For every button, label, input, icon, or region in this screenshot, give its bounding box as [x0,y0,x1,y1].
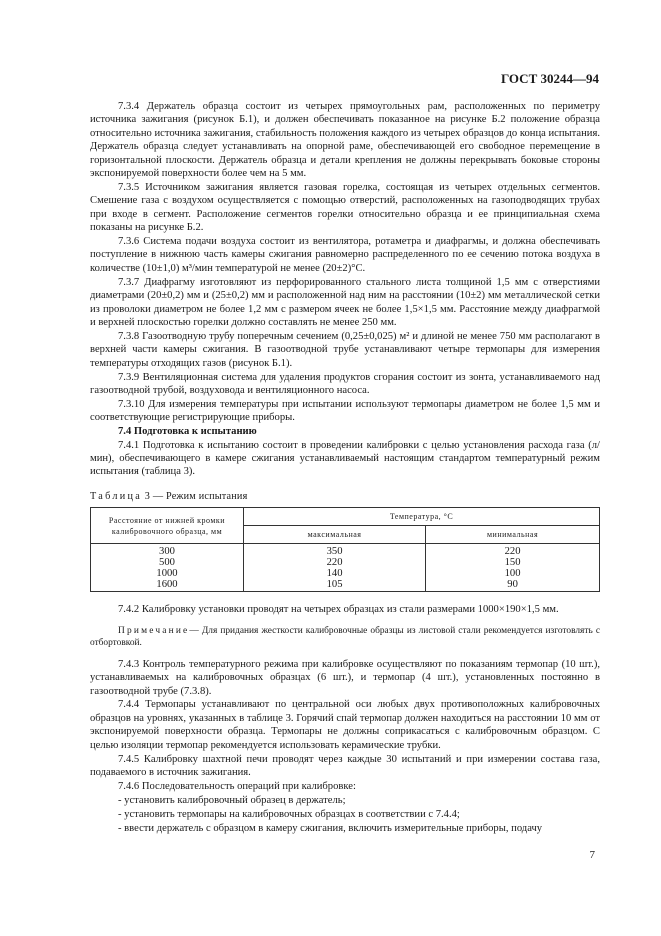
paragraph-7-4-3: 7.4.3 Контроль температурного режима при калибровке осуществляют по показаниям термопар (10 шт.), устанавливаемых на калибровочных образцах (6 шт.), и термопар (4 шт.), установленных постоянно в газоотводной трубе (7.3.8). [90,658,600,697]
table-cell: 100 [426,569,600,580]
table-header-max: максимальная [244,526,426,544]
table-caption-title: 3 — Режим испытания [144,490,248,502]
table-cell: 220 [244,558,426,569]
table-header-min: минимальная [426,526,600,544]
page-number: 7 [589,849,595,861]
body-text [90,100,600,835]
paragraph-7-4-1: 7.4.1 Подготовка к испытанию состоит в проведении калибровки с целью установления расхода газа (л/мин), обеспечивающего в камере сжигания устанавливаемый настоящим стандартом температурный режим испытания (таблица 3). [90,439,600,478]
table-cell: 1000 [91,569,244,580]
paragraph-7-3-6: 7.3.6 Система подачи воздуха состоит из вентилятора, ротаметра и диафрагмы, и должна обеспечивать поступление в нижнюю часть камеры сжигания равномерно распределенного по ее сечению потока воздуха в количестве (10±1,0) м³/мин температурой не менее (20±2)°С. [90,236,600,274]
paragraph-7-3-7: 7.3.7 Диафрагму изготовляют из перфорированного стального листа толщиной 1,5 мм с отверстиями диаметрами (20±0,2) мм и (25±0,2) мм и расположенной над ним на расстоянии (10±2) мм металлической сетки из проволоки диаметром не более 1,2 мм с размером ячеек не более 1,5×1,5 мм. Расстояние между диафрагмой и верхней плоскостью горелки должно составлять не менее 250 мм. [90,276,600,328]
table-row [91,544,600,558]
table-row [91,580,600,592]
table-cell: 350 [244,544,426,558]
paragraph-7-3-9: 7.3.9 Вентиляционная система для удаления продуктов сгорания состоит из зонта, устанавливаемого над газоотводной трубой, воздуховода и вентиляционного насоса. [90,371,600,397]
note-text: — Для придания жесткости калибровочные образцы из листовой стали рекомендуется изготовлять с отбортовкой. [90,625,600,649]
table-cell: 90 [426,580,600,592]
paragraph-7-3-4: 7.3.4 Держатель образца состоит из четырех прямоугольных рам, расположенных по периметру источника зажигания (рисунок Б.1), и должен обеспечивать показанное на рисунке Б.2 положение образца относительно источника зажигания, стабильность положения каждого из четырех образцов до конца испытания. Держатель образца следует устанавливать на опорной раме, обеспечивающей его свободное перемещение в горизонтальной плоскости. Держатель образца и детали крепления не должны перекрывать боковые стороны экспонируемой поверхности более чем на 5 мм. [90,101,600,180]
list-item: - ввести держатель с образцом в камеру сжигания, включить измерительные приборы, подачу [118,822,543,834]
list-item: - установить термопары на калибровочных образцах в соответствии с 7.4.4; [118,808,460,820]
list-item: - установить калибровочный образец в держатель; [118,794,346,806]
table-cell: 140 [244,569,426,580]
paragraph-7-4-4: 7.4.4 Термопары устанавливают по центральной оси любых двух противоположных калибровочных образцов на уровнях, указанных в таблице 3. Горячий спай термопар должен находиться на расстоянии 10 мм от экспонируемой поверхности образца. Термопары не должны соприкасаться с калибровочным образцом. С целью изоляции термопар рекомендуется использовать керамические трубки. [90,699,600,751]
note-label: Примечание [118,625,190,636]
note [90,625,600,650]
table-cell: 220 [426,544,600,558]
table-caption-word: Таблица [90,490,143,502]
section-heading: 7.4 Подготовка к испытанию [118,426,257,438]
table-cell: 500 [91,558,244,569]
table-cell: 300 [91,544,244,558]
table-header-temperature: Температура, °С [244,508,600,526]
paragraph-7-3-5: 7.3.5 Источником зажигания является газовая горелка, состоящая из четырех отдельных сегментов. Смешение газа с воздухом осуществляется с помощью отверстий, расположенных на газоподводящих трубах при входе в сегмент. Расположение сегментов горелки относительно образца и ее принципиальная схема показаны на рисунке Б.2. [90,181,600,234]
table-cell: 105 [244,580,426,592]
standard-header: ГОСТ 30244—94 [500,71,599,86]
table-header-distance: Расстояние от нижней кромки калибровочного образца, мм [91,508,244,544]
test-mode-table [90,507,600,592]
paragraph-7-4-6: 7.4.6 Последовательность операций при калибровке: [118,780,356,792]
table-caption [90,490,600,503]
paragraph-7-4-2: 7.4.2 Калибровку установки проводят на четырех образцах из стали размерами 1000×190×1,5 мм. [118,604,559,616]
paragraph-7-4-5: 7.4.5 Калибровку шахтной печи проводят через каждые 30 испытаний и при измерении состава газа, подаваемого в источник зажигания. [90,753,600,778]
paragraph-7-3-8: 7.3.8 Газоотводную трубу поперечным сечением (0,25±0,025) м² и длиной не менее 750 мм располагают в верхней части камеры сжигания. В газоотводной трубе устанавливают четыре термопары для измерения температуры отходящих газов (рисунок Б.1). [90,330,600,369]
table-cell: 1600 [91,580,244,592]
table-cell: 150 [426,558,600,569]
paragraph-7-3-10: 7.3.10 Для измерения температуры при испытании используют термопары диаметром не более 1,5 мм и соответствующие регистрирующие приборы. [90,398,600,424]
